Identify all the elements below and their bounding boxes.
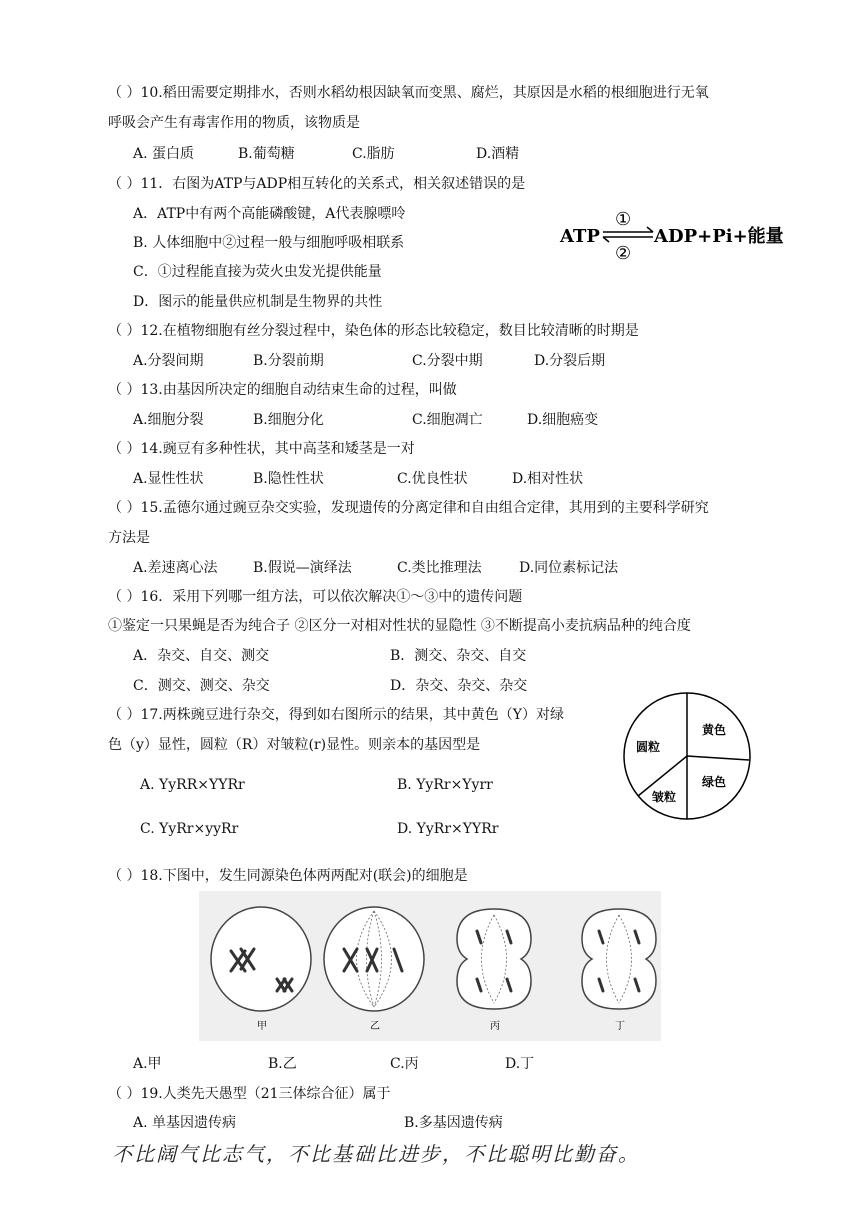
q12-option-c: C.分裂中期 bbox=[412, 353, 483, 369]
q18-stem: （ ）18.下图中，发生同源染色体两两配对(联会)的细胞是 bbox=[108, 868, 468, 884]
q13-stem: （ ）13.由基因所决定的细胞自动结束生命的过程，叫做 bbox=[108, 382, 457, 398]
q16-option-a: A．杂交、自交、测交 bbox=[133, 648, 270, 664]
q15-stem-line1: （ ）15.孟德尔通过豌豆杂交实验，发现遗传的分离定律和自由组合定律，其用到的主要科学研究 bbox=[108, 500, 709, 516]
q14-option-b: B.隐性性状 bbox=[253, 471, 324, 487]
q10-option-b: B.葡萄糖 bbox=[238, 146, 295, 162]
q17-option-b: B. YyRr×Yyrr bbox=[397, 777, 493, 793]
cell-label-jia: 甲 bbox=[257, 1021, 267, 1032]
formula-step-2: ② bbox=[615, 243, 632, 264]
q17-option-d: D. YyRr×YYRr bbox=[397, 821, 499, 837]
q14-option-a: A.显性性状 bbox=[133, 471, 204, 487]
q18-option-b: B.乙 bbox=[268, 1056, 297, 1072]
q19-option-b: B.多基因遗传病 bbox=[404, 1115, 503, 1131]
q15-option-a: A.差速离心法 bbox=[133, 560, 218, 576]
q12-option-d: D.分裂后期 bbox=[534, 353, 606, 369]
q15-option-c: C.类比推理法 bbox=[397, 560, 482, 576]
formula-products: ADP+Pi+能量 bbox=[654, 226, 784, 247]
q15-option-b: B.假说—演绎法 bbox=[253, 560, 352, 576]
q12-option-a: A.分裂间期 bbox=[133, 353, 204, 369]
q15-stem-line2: 方法是 bbox=[108, 530, 150, 546]
q13-option-b: B.细胞分化 bbox=[253, 412, 324, 428]
q10-option-a: A. 蛋白质 bbox=[133, 146, 195, 162]
formula-atp: ATP bbox=[560, 226, 600, 247]
atp-adp-formula bbox=[560, 205, 784, 265]
q18-option-c: C.丙 bbox=[390, 1056, 419, 1072]
q13-option-a: A.细胞分裂 bbox=[133, 412, 204, 428]
handwritten-motto: 不比阔气比志气，不比基础比进步，不比聪明比勤奋。 bbox=[112, 1142, 640, 1166]
q17-stem-line2: 色（y）显性，圆粒（R）对皱粒(r)显性。则亲本的基因型是 bbox=[108, 737, 481, 753]
q13-option-c: C.细胞凋亡 bbox=[412, 412, 483, 428]
q12-option-b: B.分裂前期 bbox=[253, 353, 324, 369]
q17-option-c: C. YyRr×yyRr bbox=[140, 821, 239, 837]
q11-option-b: B. 人体细胞中②过程一般与细胞呼吸相联系 bbox=[133, 235, 405, 251]
cell-label-ding: 丁 bbox=[615, 1021, 625, 1032]
pie-label-wrinkled: 皱粒 bbox=[652, 790, 677, 804]
q14-option-c: C.优良性状 bbox=[397, 471, 468, 487]
cell-division-diagram bbox=[199, 891, 661, 1041]
q17-option-a: A. YyRR×YYRr bbox=[140, 777, 245, 793]
q19-option-a: A. 单基因遗传病 bbox=[133, 1115, 237, 1131]
formula-step-1: ① bbox=[615, 209, 632, 230]
q16-stem: （ ）16．采用下列哪一组方法，可以依次解决①～③中的遗传问题 bbox=[108, 589, 523, 605]
cell-label-bing: 丙 bbox=[490, 1021, 500, 1032]
q17-stem-line1: （ ）17.两株豌豆进行杂交，得到如右图所示的结果，其中黄色（Y）对绿 bbox=[108, 707, 564, 723]
phenotype-pie-diagram bbox=[622, 691, 752, 821]
q11-option-c: C．①过程能直接为荧火虫发光提供能量 bbox=[133, 264, 382, 280]
q11-stem: （ ）11．右图为ATP与ADP相互转化的关系式，相关叙述错误的是 bbox=[108, 176, 526, 192]
pie-label-green: 绿色 bbox=[702, 775, 727, 789]
q16-option-d: D．杂交、杂交、杂交 bbox=[390, 678, 528, 694]
q14-option-d: D.相对性状 bbox=[512, 471, 584, 487]
q11-option-a: A．ATP中有两个高能磷酸键，A代表腺嘌呤 bbox=[133, 206, 406, 222]
q16-option-c: C．测交、测交、杂交 bbox=[133, 678, 270, 694]
q10-stem-line2: 呼吸会产生有毒害作用的物质，该物质是 bbox=[108, 115, 360, 131]
pie-label-yellow: 黄色 bbox=[702, 723, 727, 737]
q10-option-c: C.脂肪 bbox=[352, 146, 395, 162]
q18-option-d: D.丁 bbox=[505, 1056, 535, 1072]
q14-stem: （ ）14.豌豆有多种性状，其中高茎和矮茎是一对 bbox=[108, 441, 415, 457]
q18-option-a: A.甲 bbox=[133, 1056, 162, 1072]
pie-label-round: 圆粒 bbox=[636, 740, 661, 754]
q10-option-d: D.酒精 bbox=[476, 146, 520, 162]
q19-stem: （ ）19.人类先天愚型（21三体综合征）属于 bbox=[108, 1086, 391, 1102]
q12-stem: （ ）12.在植物细胞有丝分裂过程中，染色体的形态比较稳定，数目比较清晰的时期是 bbox=[108, 323, 639, 339]
q16-items: ①鉴定一只果蝇是否为纯合子 ②区分一对相对性状的显隐性 ③不断提高小麦抗病品种的纯合度 bbox=[108, 618, 691, 634]
q11-option-d: D．图示的能量供应机制是生物界的共性 bbox=[133, 294, 383, 310]
q15-option-d: D.同位素标记法 bbox=[519, 560, 619, 576]
q13-option-d: D.细胞癌变 bbox=[527, 412, 599, 428]
cell-label-yi: 乙 bbox=[370, 1021, 380, 1032]
q10-stem-line1: （ ）10.稻田需要定期排水，否则水稻幼根因缺氧而变黑、腐烂，其原因是水稻的根细胞进行无氧 bbox=[108, 85, 709, 101]
q16-option-b: B．测交、杂交、自交 bbox=[390, 648, 527, 664]
